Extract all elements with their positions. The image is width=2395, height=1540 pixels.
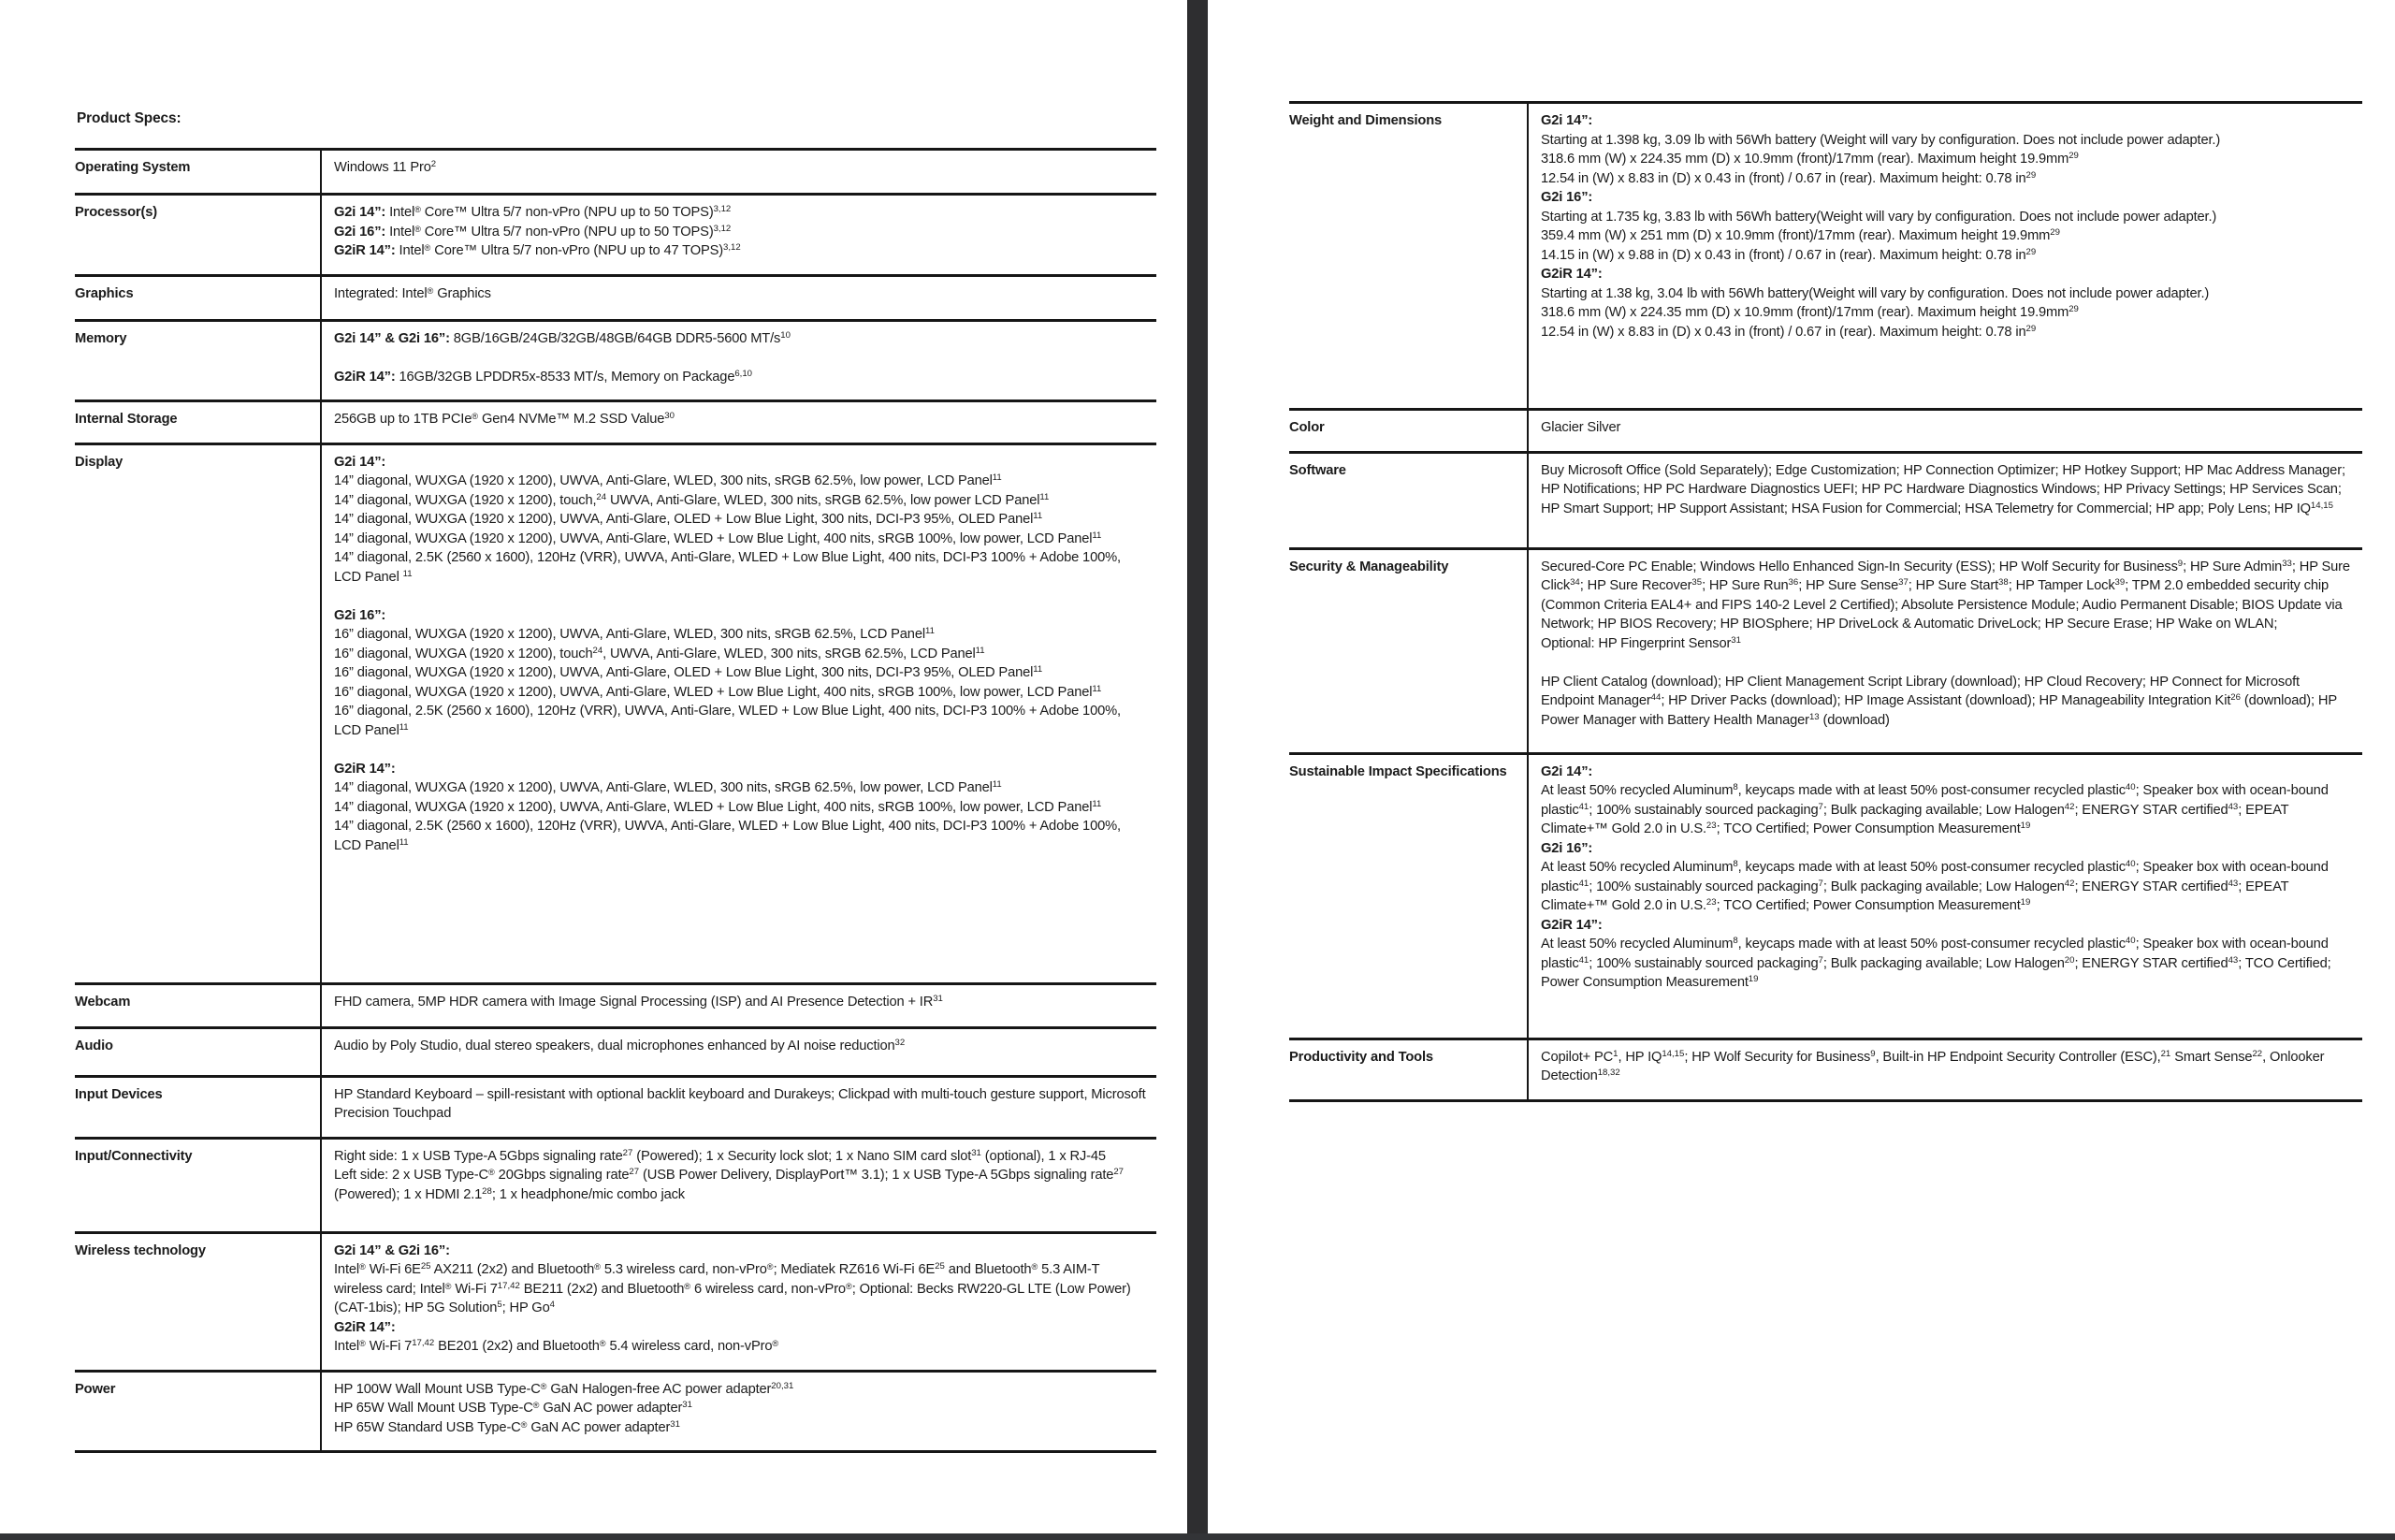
spec-line: Optional: HP Fingerprint Sensor$^{31}$ — [1541, 634, 1741, 651]
spec-line: Windows 11 Pro$^2$ — [334, 159, 437, 175]
spec-line: At least 50% recycled Aluminum$^8$, keycaps made with at least 50% post-consumer recycled plastic$^{40}$; Speaker box with ocean-bound plastic$^{41}$; 100% sustainably sourced packaging$^7$; Bulk packaging available; Low Halogen$^{20}$; ENERGY STAR certified$^{43}$; TCO Certified; Power Consumption Measurement$^{19}$ — [1541, 936, 2331, 990]
spec-line: FHD camera, 5MP HDR camera with Image Signal Processing (ISP) and AI Presence Detection + $IR^{31}$ — [334, 993, 943, 1010]
spec-value — [321, 195, 1156, 276]
spec-line: Intel® Wi-Fi 7$^{17,42}$ BE201 (2x2) and Bluetooth® 5.4 wireless card, non-vPro® — [334, 1338, 779, 1354]
spec-page-right — [1208, 0, 2395, 1533]
spec-line: G2iR 14”: — [1541, 267, 1603, 282]
spec-label: Audio — [75, 1027, 321, 1076]
spec-line: G2i 16”: — [1541, 840, 1593, 856]
spec-line: G2i 14”: Intel® Core™ Ultra 5/7 non-vPro (NPU up to 50 TOPS)$^{3,12}$ — [334, 204, 732, 220]
spec-line: 14” diagonal, WUXGA (1920 x 1200), UWVA, Anti-Glare, WLED, 300 nits, sRGB 62.5%, low power, LCD Panel$^{11}$ — [334, 779, 1002, 795]
spec-value — [321, 320, 1156, 401]
spec-value — [321, 983, 1156, 1027]
spec-line — [334, 587, 1149, 606]
spec-label: Memory — [75, 320, 321, 401]
spec-label: Display — [75, 443, 321, 983]
spec-value — [321, 1138, 1156, 1232]
spec-label: Productivity and Tools — [1289, 1039, 1528, 1100]
spec-value — [321, 1076, 1156, 1138]
spec-value — [321, 401, 1156, 444]
spec-value — [1528, 548, 2362, 753]
spec-row — [75, 1076, 1156, 1138]
spec-value — [1528, 410, 2362, 453]
spec-value — [1528, 1039, 2362, 1100]
spec-line: HP 65W Standard USB Type-C® GaN AC power adapter$^{31}$ — [334, 1418, 680, 1435]
spec-value — [1528, 753, 2362, 1039]
spec-label: Power — [75, 1371, 321, 1452]
spec-line: G2i 14”: — [1541, 763, 1593, 779]
spec-line: Secured-Core PC Enable; Windows Hello Enhanced Sign-In Security (ESS); HP Wolf Security for Business$^9$; HP Sure Admin$^{33}$; HP Sure Click$^{34}$; HP Sure Recover$^{35}$; HP Sure Run$^{36}$; HP Sure Sense$^{37}$; HP Sure Start$^{38}$; HP Tamper Lock$^{39}$; TPM 2.0 embedded security chip (Common Criteria EAL4+ and FIPS 140-2 Level 2 Certified); Absolute Persistence Module; Audio Permanent Disable; BIOS Update via Network; HP BIOS Recovery; HP BIOSphere; HP DriveLock & Automatic DriveLock; HP Secure Erase; HP Wake on WLAN; — [1541, 558, 2350, 632]
spec-line: 359.4 mm (W) x 251 mm (D) x 10.9mm (front)/17mm (rear). Maximum height $19.9mm^{29}$ — [1541, 227, 2060, 243]
spec-row — [75, 1027, 1156, 1076]
spec-label: Security & Manageability — [1289, 548, 1528, 753]
spec-row — [1289, 753, 2362, 1039]
spec-line: G2i 14”: — [334, 454, 386, 470]
spec-line: Copilot+ $PC^1$, HP IQ$^{14,15}$; HP Wolf Security for Business$^9$, Built-in HP Endpoint Security Controller (ESC),$^{21}$ Smart Sense$^{22}$, Onlooker Detection$^{18,32}$ — [1541, 1048, 2325, 1083]
spec-row — [75, 320, 1156, 401]
spec-line: G2i 16”: — [334, 607, 386, 623]
spec-value — [1528, 452, 2362, 548]
spec-label: Sustainable Impact Specifications — [1289, 753, 1528, 1039]
spec-line: Buy Microsoft Office (Sold Separately); Edge Customization; HP Connection Optimizer; HP Hotkey Support; HP Mac Address Manager; HP Notifications; HP PC Hardware Diagnostics UEFI; HP PC Hardware Diagnostics Windows; HP Privacy Settings; HP Services Scan; HP Smart Support; HP Support Assistant; HSA Fusion for Commercial; HSA Telemetry for Commercial; HP app; Poly Lens; HP IQ$^{14,15}$ — [1541, 462, 2345, 516]
spec-label: Webcam — [75, 983, 321, 1027]
spec-line: Integrated: Intel® Graphics — [334, 285, 491, 301]
spec-line: 12.54 in (W) x 8.83 in (D) x 0.43 in (front) / 0.67 in (rear). Maximum height: 0.78 $in^{29}$ — [1541, 323, 2037, 340]
spec-line: G2i 14” & G2i 16”: — [334, 1242, 450, 1258]
spec-line: G2i 14”: — [1541, 113, 1593, 128]
spec-row — [75, 150, 1156, 195]
spec-row — [1289, 1039, 2362, 1100]
spec-label: Software — [1289, 452, 1528, 548]
spec-line: 14” diagonal, WUXGA (1920 x 1200), UWVA, Anti-Glare, WLED + Low Blue Light, 400 nits, sRGB 100%, low power, LCD Panel$^{11}$ — [334, 530, 1102, 546]
spec-line: G2i 16”: — [1541, 190, 1593, 205]
spec-label: Graphics — [75, 275, 321, 320]
spec-row — [75, 401, 1156, 444]
spec-line: HP 100W Wall Mount USB Type-C® GaN Halogen-free AC power adapter$^{20,31}$ — [334, 1380, 794, 1397]
spec-value — [321, 1232, 1156, 1371]
spec-line: G2iR 14”: Intel® Core™ Ultra 5/7 non-vPro (NPU up to 47 TOPS)$^{3,12}$ — [334, 242, 741, 258]
spec-line: Glacier Silver — [1541, 420, 1621, 435]
spec-label: Input Devices — [75, 1076, 321, 1138]
spec-label: Wireless technology — [75, 1232, 321, 1371]
spec-line: 16” diagonal, WUXGA (1920 x 1200), UWVA, Anti-Glare, OLED + Low Blue Light, 300 nits, DCI-P3 95%, OLED Panel$^{11}$ — [334, 664, 1043, 680]
spec-line: 16” diagonal, WUXGA (1920 x 1200), UWVA, Anti-Glare, WLED, 300 nits, sRGB 62.5%, LCD Panel$^{11}$ — [334, 626, 935, 642]
spec-line — [334, 348, 1149, 368]
spec-line: Starting at 1.735 kg, 3.83 lb with 56Wh battery(Weight will vary by configuration. Does not include power adapter.) — [1541, 209, 2217, 225]
spec-label: Processor(s) — [75, 195, 321, 276]
spec-line: 14” diagonal, WUXGA (1920 x 1200), UWVA, Anti-Glare, WLED, 300 nits, sRGB 62.5%, low power, LCD Panel$^{11}$ — [334, 472, 1002, 488]
spec-line: At least 50% recycled Aluminum$^8$, keycaps made with at least 50% post-consumer recycled plastic$^{40}$; Speaker box with ocean-bound plastic$^{41}$; 100% sustainably sourced packaging$^7$; Bulk packaging available; Low Halogen$^{42}$; ENERGY STAR certified$^{43}$; EPEAT Climate+™ Gold 2.0 in U.S.$^{23}$; TCO Certified; Power Consumption Measurement$^{19}$ — [1541, 782, 2329, 836]
spec-label: Color — [1289, 410, 1528, 453]
spec-line: 14” diagonal, WUXGA (1920 x 1200), touch,$^{24}$ UWVA, Anti-Glare, WLED, 300 nits, sRGB 62.5%, low power LCD Panel$^{11}$ — [334, 491, 1050, 508]
spec-value — [321, 275, 1156, 320]
spec-line: Left side: 2 x USB Type-C® 20Gbps signaling rate$^{27}$ (USB Power Delivery, DisplayPort™ 3.1); 1 x USB Type-A 5Gbps signaling rate$^{27}$ (Powered); 1 x HDMI $2.1^{28}$; 1 x headphone/mic combo jack — [334, 1167, 1124, 1202]
spec-row — [75, 983, 1156, 1027]
spec-label: Input/Connectivity — [75, 1138, 321, 1232]
spec-value — [321, 1027, 1156, 1076]
spec-label: Internal Storage — [75, 401, 321, 444]
spec-line: 12.54 in (W) x 8.83 in (D) x 0.43 in (front) / 0.67 in (rear). Maximum height: 0.78 $in^{29}$ — [1541, 169, 2037, 186]
spec-row — [75, 1232, 1156, 1371]
spec-line: HP 65W Wall Mount USB Type-C® GaN AC power adapter$^{31}$ — [334, 1400, 692, 1416]
spec-value — [321, 150, 1156, 195]
spec-table-right — [1289, 101, 2362, 1102]
spec-line: 14” diagonal, WUXGA (1920 x 1200), UWVA, Anti-Glare, OLED + Low Blue Light, 300 nits, DCI-P3 95%, OLED Panel$^{11}$ — [334, 511, 1043, 527]
spec-line: At least 50% recycled Aluminum$^8$, keycaps made with at least 50% post-consumer recycled plastic$^{40}$; Speaker box with ocean-bound plastic$^{41}$; 100% sustainably sourced packaging$^7$; Bulk packaging available; Low Halogen$^{42}$; ENERGY STAR certified$^{43}$; EPEAT Climate+™ Gold 2.0 in U.S.$^{23}$; TCO Certified; Power Consumption Measurement$^{19}$ — [1541, 859, 2329, 913]
spec-line: Audio by Poly Studio, dual stereo speakers, dual microphones enhanced by AI noise reduction$^{32}$ — [334, 1037, 906, 1053]
viewer-bottom-edge — [0, 1533, 2395, 1540]
spec-line: G2iR 14”: — [334, 1319, 396, 1335]
spec-row — [75, 1371, 1156, 1452]
spec-line: 16” diagonal, 2.5K (2560 x 1600), 120Hz (VRR), UWVA, Anti-Glare, WLED + Low Blue Light, 400 nits, DCI-P3 100% + Adobe 100%, LCD Panel$^{11}$ — [334, 704, 1121, 738]
page-title: Product Specs: — [77, 110, 181, 126]
spec-line: 14.15 in (W) x 9.88 in (D) x 0.43 in (front) / 0.67 in (rear). Maximum height: 0.78 $in^{29}$ — [1541, 246, 2037, 263]
spec-row — [1289, 410, 2362, 453]
spec-row — [75, 195, 1156, 276]
spec-line: G2iR 14”: — [334, 761, 396, 777]
spec-line: G2iR 14”: — [1541, 917, 1603, 933]
spec-line: HP Standard Keyboard – spill-resistant with optional backlit keyboard and Durakeys; Clickpad with multi-touch gesture support, Microsoft Precision Touchpad — [334, 1086, 1146, 1121]
spec-row — [1289, 103, 2362, 410]
spec-value — [321, 1371, 1156, 1452]
spec-line: Intel® Wi-Fi $6E^{25}$ AX211 (2x2) and Bluetooth® 5.3 wireless card, non-vPro®; Mediatek RZ616 Wi-Fi $6E^{25}$ and Bluetooth® 5.3 AIM-T wireless card; Intel® Wi-Fi 7$^{17,42}$ BE211 (2x2) and Bluetooth® 6 wireless card, non-vPro®; Optional: Becks RW220-GL LTE (Low Power) (CAT-1bis); HP 5G Solution$^5$; HP Go$^4$ — [334, 1261, 1131, 1315]
spec-row — [75, 443, 1156, 983]
spec-row — [75, 1138, 1156, 1232]
spec-line: 318.6 mm (W) x 224.35 mm (D) x 10.9mm (front)/17mm (rear). Maximum height $19.9mm^{29}$ — [1541, 151, 2079, 167]
spec-line: 14” diagonal, WUXGA (1920 x 1200), UWVA, Anti-Glare, WLED + Low Blue Light, 400 nits, sRGB 100%, low power, LCD Panel$^{11}$ — [334, 798, 1102, 815]
spec-page-left — [0, 0, 1187, 1533]
page-gap-divider — [1187, 0, 1210, 1533]
spec-line: 318.6 mm (W) x 224.35 mm (D) x 10.9mm (front)/17mm (rear). Maximum height $19.9mm^{29}$ — [1541, 304, 2079, 320]
spec-row — [1289, 452, 2362, 548]
spec-line: HP Client Catalog (download); HP Client Management Script Library (download); HP Cloud Recovery; HP Connect for Microsoft Endpoint Manager$^{44}$; HP Driver Packs (download); HP Image Assistant (download); HP Manageability Integration Kit$^{26}$ (download); HP Power Manager with Battery Health Manager$^{13}$ (download) — [1541, 674, 2337, 728]
spec-line — [1541, 653, 2355, 673]
spec-line — [334, 740, 1149, 760]
spec-line: G2i 16”: Intel® Core™ Ultra 5/7 non-vPro (NPU up to 50 TOPS)$^{3,12}$ — [334, 223, 732, 240]
spec-table-left — [75, 148, 1156, 1453]
spec-value — [1528, 103, 2362, 410]
spec-line: 256GB up to 1TB PCIe® Gen4 NVMe™ M.2 SSD Value$^{30}$ — [334, 411, 675, 427]
spec-line: 16” diagonal, WUXGA (1920 x 1200), UWVA, Anti-Glare, WLED + Low Blue Light, 400 nits, sRGB 100%, low power, LCD Panel$^{11}$ — [334, 683, 1102, 700]
spec-line: Starting at 1.38 kg, 3.04 lb with 56Wh battery(Weight will vary by configuration. Does not include power adapter.) — [1541, 285, 2210, 301]
spec-line: G2iR 14”: 16GB/32GB LPDDR5x-8533 MT/s, Memory on Package$^{6,10}$ — [334, 368, 753, 385]
spec-line: G2i 14” & G2i 16”: 8GB/16GB/24GB/32GB/48GB/64GB DDR5-5600 $MT/s^{10}$ — [334, 329, 791, 346]
spec-line: 16” diagonal, WUXGA (1920 x 1200), touch$^{24}$, UWVA, Anti-Glare, WLED, 300 nits, sRGB 62.5%, LCD Panel$^{11}$ — [334, 645, 985, 661]
spec-value — [321, 443, 1156, 983]
spec-line: 14” diagonal, 2.5K (2560 x 1600), 120Hz (VRR), UWVA, Anti-Glare, WLED + Low Blue Light, 400 nits, DCI-P3 100% + Adobe 100%, LCD Panel$^{11}$ — [334, 819, 1121, 853]
spec-label: Weight and Dimensions — [1289, 103, 1528, 410]
spec-label: Operating System — [75, 150, 321, 195]
spec-line: Starting at 1.398 kg, 3.09 lb with 56Wh battery (Weight will vary by configuration. Does not include power adapter.) — [1541, 132, 2221, 148]
spec-row — [75, 275, 1156, 320]
spec-line: Right side: 1 x USB Type-A 5Gbps signaling rate$^{27}$ (Powered); 1 x Security lock slot; 1 x Nano SIM card slot$^{31}$ (optional), 1 x RJ-45 — [334, 1147, 1106, 1164]
spec-line: 14” diagonal, 2.5K (2560 x 1600), 120Hz (VRR), UWVA, Anti-Glare, WLED + Low Blue Light, 400 nits, DCI-P3 100% + Adobe 100%, LCD Panel $^{11}$ — [334, 550, 1121, 585]
spec-row — [1289, 548, 2362, 753]
